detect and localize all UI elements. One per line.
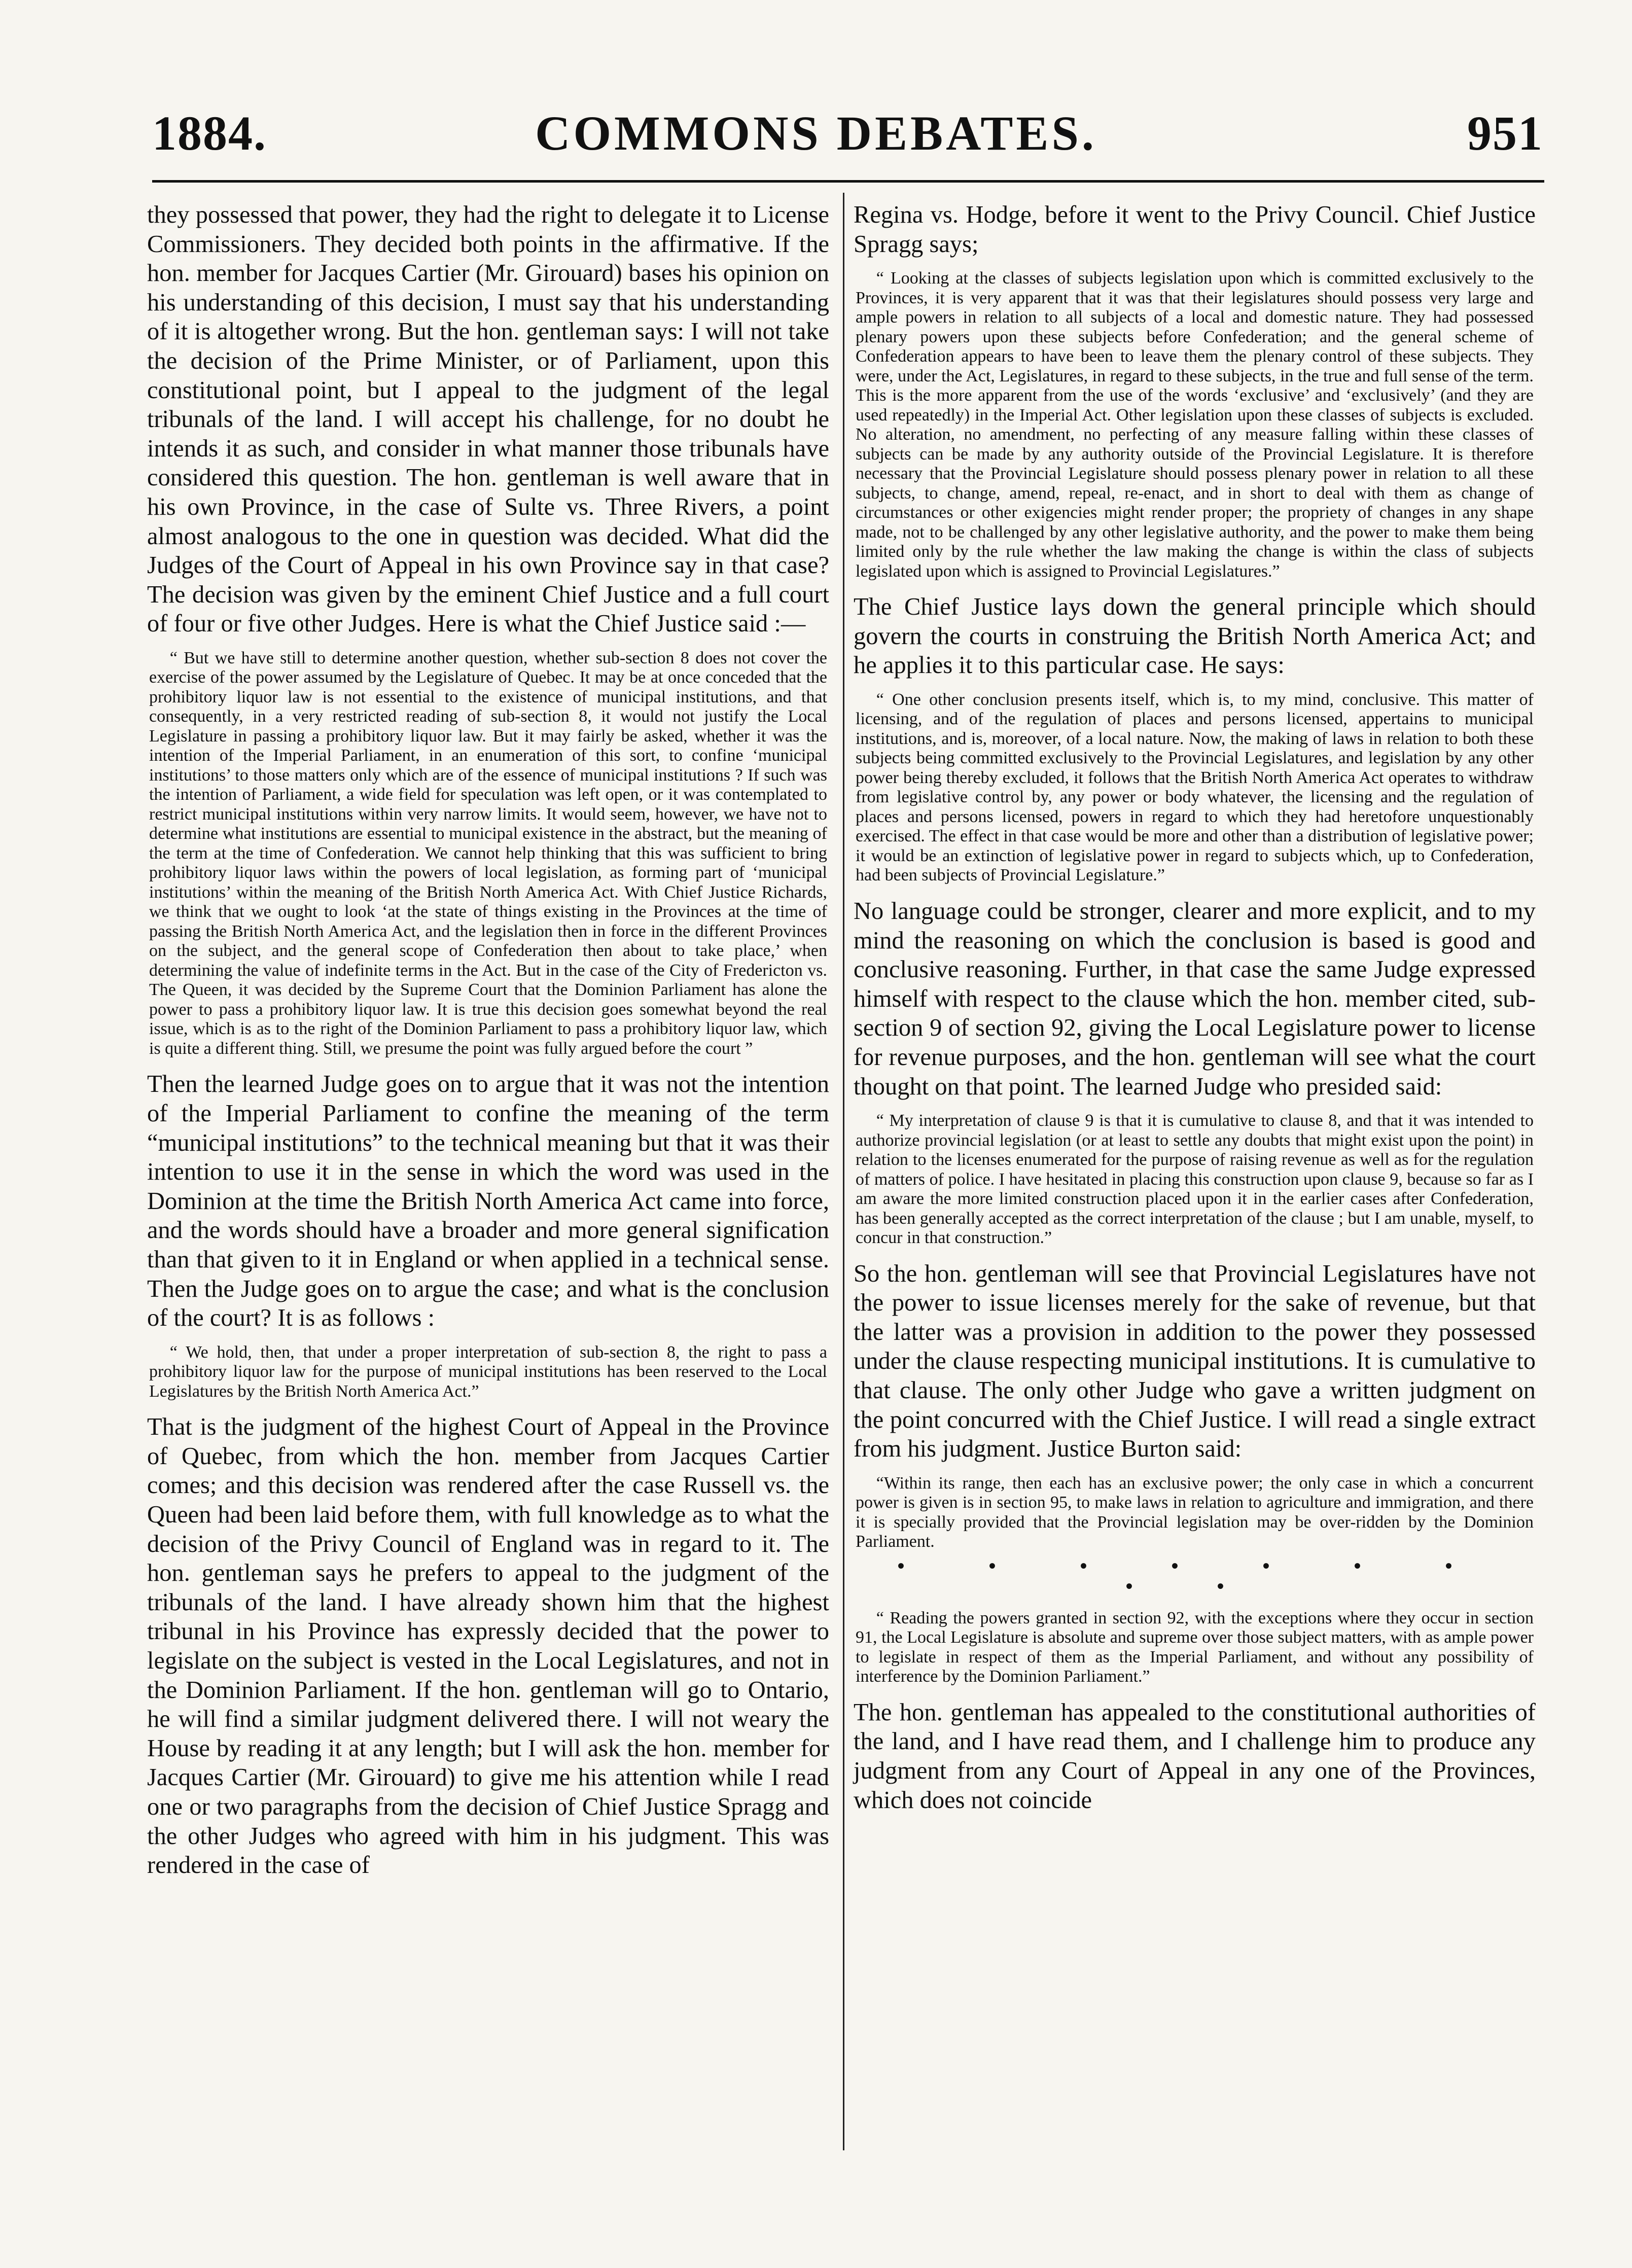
- left-column: [147, 200, 829, 1885]
- ellipsis-dots: • • • • • • • • •: [897, 1554, 1492, 1598]
- paragraph: Regina vs. Hodge, before it went to the Privy Council. Chief Justice Spragg says;: [854, 201, 1536, 258]
- quotation-block: “ One other conclusion presents itself, which is, to my mind, conclusive. This matter of licensing, and of the regulation of places and persons licensed, appertains to municipal institutions, and is, moreover, of a local nature. Now, the making of laws in relation to both these subjects being committed exclusively to the Provincial Legislatures, and legislation by any other power being thereby excluded, it follows that the British North America Act operates to withdraw from legislative control by, any power or body whatever, the licensing and the regulation of places and persons licensed, powers in regard to which they had heretofore unquestionably exercised. The effect in that case would be more and other than a distribution of legislative power; it would be an extinction of legislative power in regard to subjects which, up to Confederation, had been subjects of Provincial Legislature.”: [856, 690, 1534, 885]
- paragraph: That is the judgment of the highest Court of Appeal in the Province of Quebec, from which the hon. member from Jacques Cartier comes; and this decision was rendered after the case Russell vs. the Queen had been laid before them, with full knowledge as to what the decision of the Privy Council of England was in regard to it. The hon. gentleman says he prefers to appeal to the judgment of the tribunals of the land. I have already shown him that the highest tribunal in his Province has expressly decided that the power to legislate on the subject is vested in the Local Legislatures, and not in the Dominion Parliament. If the hon. gentleman will go to Ontario, he will find a similar judgment delivered there. I will not weary the House by reading it at any length; but I will ask the hon. member for Jacques Cartier (Mr. Girouard) to give me his attention while I read one or two paragraphs from the decision of Chief Justice Spragg and the other Judges who agreed with him in his judgment. This was rendered in the case of: [147, 1413, 829, 1879]
- quotation-block: “ Looking at the classes of subjects legislation upon which is committed exclusively to the Provinces, it is very apparent that it was that their legislatures should possess very large and ample powers in relation to all subjects of a local and domestic nature. They had possessed plenary powers upon these subjects before Confederation; and the general scheme of Confederation appears to have been to leave them the plenary control of these subjects. They were, under the Act, Legislatures, in regard to these subjects, in the true and full sense of the term. This is the more apparent from the use of the words ‘exclusive’ and ‘exclusively’ (and they are used repeatedly) in the Imperial Act. Other legislation upon these classes of subjects is excluded. No alteration, no amendment, no perfecting of any measure falling within these classes of subjects can be made by any authority outside of the Provincial Legislature. It is therefore necessary that the Provincial Legislature should possess plenary power in relation to all these subjects, to change, amend, repeal, re-enact, and in short to deal with them as change of circumstances or other exigencies might render proper; the propriety of changes in any shape made, not to be challenged by any other legislative authority, and the power to make them being limited only by the rule whether the law making the change is within the class of subjects legislated upon which is assigned to Provincial Legislatures.”: [856, 269, 1534, 581]
- paragraph: Then the learned Judge goes on to argue that it was not the intention of the Imperial Parliament to confine the meaning of the term “municipal institutions” to the technical meaning but that it was their intention to use it in the sense in which the word was used in the Dominion at the time the British North America Act came into force, and the words should have a broader and more general signification than that given to it in England or when applied in a technical sense. Then the Judge goes on to argue the case; and what is the conclusion of the court? It is as follows :: [147, 1071, 829, 1332]
- quotation-block: “Within its range, then each has an exclusive power; the only case in which a concurrent power is given is in section 95, to make laws in relation to agriculture and immigration, and there it is specially provided that the Provincial legislation may be over-ridden by the Dominion Parliament.: [856, 1473, 1534, 1551]
- paragraph: The Chief Justice lays down the general principle which should govern the courts in construing the British North America Act; and he applies it to this particular case. He says:: [854, 593, 1536, 679]
- quotation-block: “ My interpretation of clause 9 is that it is cumulative to clause 8, and that it was intended to authorize provincial legislation (or at least to settle any doubts that might exist upon the point) in relation to the licenses enumerated for the purpose of raising revenue as well as for the regulation of matters of police. I have hesitated in placing this construction upon clause 9, because so far as I am aware the more limited construction placed upon it in the earlier cases after Confederation, has been generally accepted as the correct interpretation of the clause ; but I am unable, myself, to concur in that construction.”: [856, 1111, 1534, 1248]
- column-divider: [843, 193, 844, 2150]
- quotation-block: “ We hold, then, that under a proper interpretation of sub-section 8, the right to pass a prohibitory liquor law for the purpose of municipal institutions has been reserved to the Local Legislatures by the British North America Act.”: [149, 1342, 827, 1401]
- paragraph: No language could be stronger, clearer and more explicit, and to my mind the reasoning on which the conclusion is based is good and conclusive reasoning. Further, in that case the same Judge expressed himself with respect to the clause which the hon. member cited, sub-section 9 of section 92, giving the Local Legislature power to license for revenue purposes, and the hon. gentleman will see what the court thought on that point. The learned Judge who presided said:: [854, 897, 1536, 1100]
- paragraph: The hon. gentleman has appealed to the constitutional authorities of the land, and I have read them, and I challenge him to produce any judgment from any Court of Appeal in any one of the Provinces, which does not coincide: [854, 1698, 1536, 1814]
- quotation-block: “ Reading the powers granted in section 92, with the exceptions where they occur in section 91, the Local Legislature is absolute and supreme over those subject matters, with as ample power to legislate in respect of them as the Imperial Parliament, and without any possibility of interference by the Dominion Parliament.”: [856, 1608, 1534, 1686]
- page-title: COMMONS DEBATES.: [535, 106, 1097, 160]
- right-column: [854, 200, 1536, 1820]
- header-rule: [152, 180, 1544, 183]
- page-year: 1884.: [152, 106, 267, 160]
- paragraph: they possessed that power, they had the right to delegate it to License Commissioners. They decided both points in the affirmative. If the hon. member for Jacques Cartier (Mr. Girouard) bases his opinion on his understanding of this decision, I must say that his understanding of it is altogether wrong. But the hon. gentleman says: I will not take the decision of the Prime Minister, or of Parliament, upon this constitutional point, but I appeal to the judgment of the legal tribunals of the land. I will accept his challenge, for no doubt he intends it as such, and consider in what manner those tribunals have considered this question. The hon. gentleman is well aware that in his own Province, in the case of Sulte vs. Three Rivers, a point almost analogous to the one in question was decided. What did the Judges of the Court of Appeal in his own Province say in that case? The decision was given by the eminent Chief Justice and a full court of four or five other Judges. Here is what the Chief Justice said :—: [147, 201, 829, 637]
- paragraph: So the hon. gentleman will see that Provincial Legislatures have not the power to issue licenses merely for the sake of revenue, but that the latter was a provision in addition to the power they possessed under the clause respecting municipal institutions. It is cumulative to that clause. The only other Judge who gave a written judgment on the point concurred with the Chief Justice. I will read a single extract from his judgment. Justice Burton said:: [854, 1260, 1536, 1463]
- quotation-block: “ But we have still to determine another question, whether sub-section 8 does not cover the exercise of the power assumed by the Legislature of Quebec. It may be at once conceded that the prohibitory liquor law is not essential to the existence of municipal institutions, and that consequently, in a very restricted reading of sub-section 8, it would not justify the Local Legislature in passing a prohibitory liquor law. But it may fairly be asked, whether it was the intention of the Imperial Parliament, in an enumeration of this sort, to confine ‘municipal institutions’ to those matters only which are of the essence of municipal institutions ? If such was the intention of Parliament, a wide field for speculation was left open, or it was contemplated to restrict municipal institutions within very narrow limits. It would seem, however, we have not to determine what institutions are essential to municipal existence in the abstract, but the meaning of the term at the time of Confederation. We cannot help thinking that this was sufficient to bring prohibitory liquor laws within the powers of local legislation, as forming part of ‘municipal institutions’ within the meaning of the British North America Act. With Chief Justice Richards, we think that we ought to look ‘at the state of things existing in the Provinces at the time of passing the British North America Act, and the legislation then in force in the different Provinces on the subject, and the general scope of Confederation then about to take place,’ when determining the value of indefinite terms in the Act. But in the case of the City of Fredericton vs. The Queen, it was decided by the Supreme Court that the Dominion Parliament has alone the power to pass a prohibitory liquor law. It is true this decision goes somewhat beyond the real issue, which is as to the right of the Dominion Parliament to pass a prohibitory liquor law, which is quite a different thing. Still, we presume the point was fully argued before the court ”: [149, 648, 827, 1058]
- page-number: 951: [1467, 106, 1543, 160]
